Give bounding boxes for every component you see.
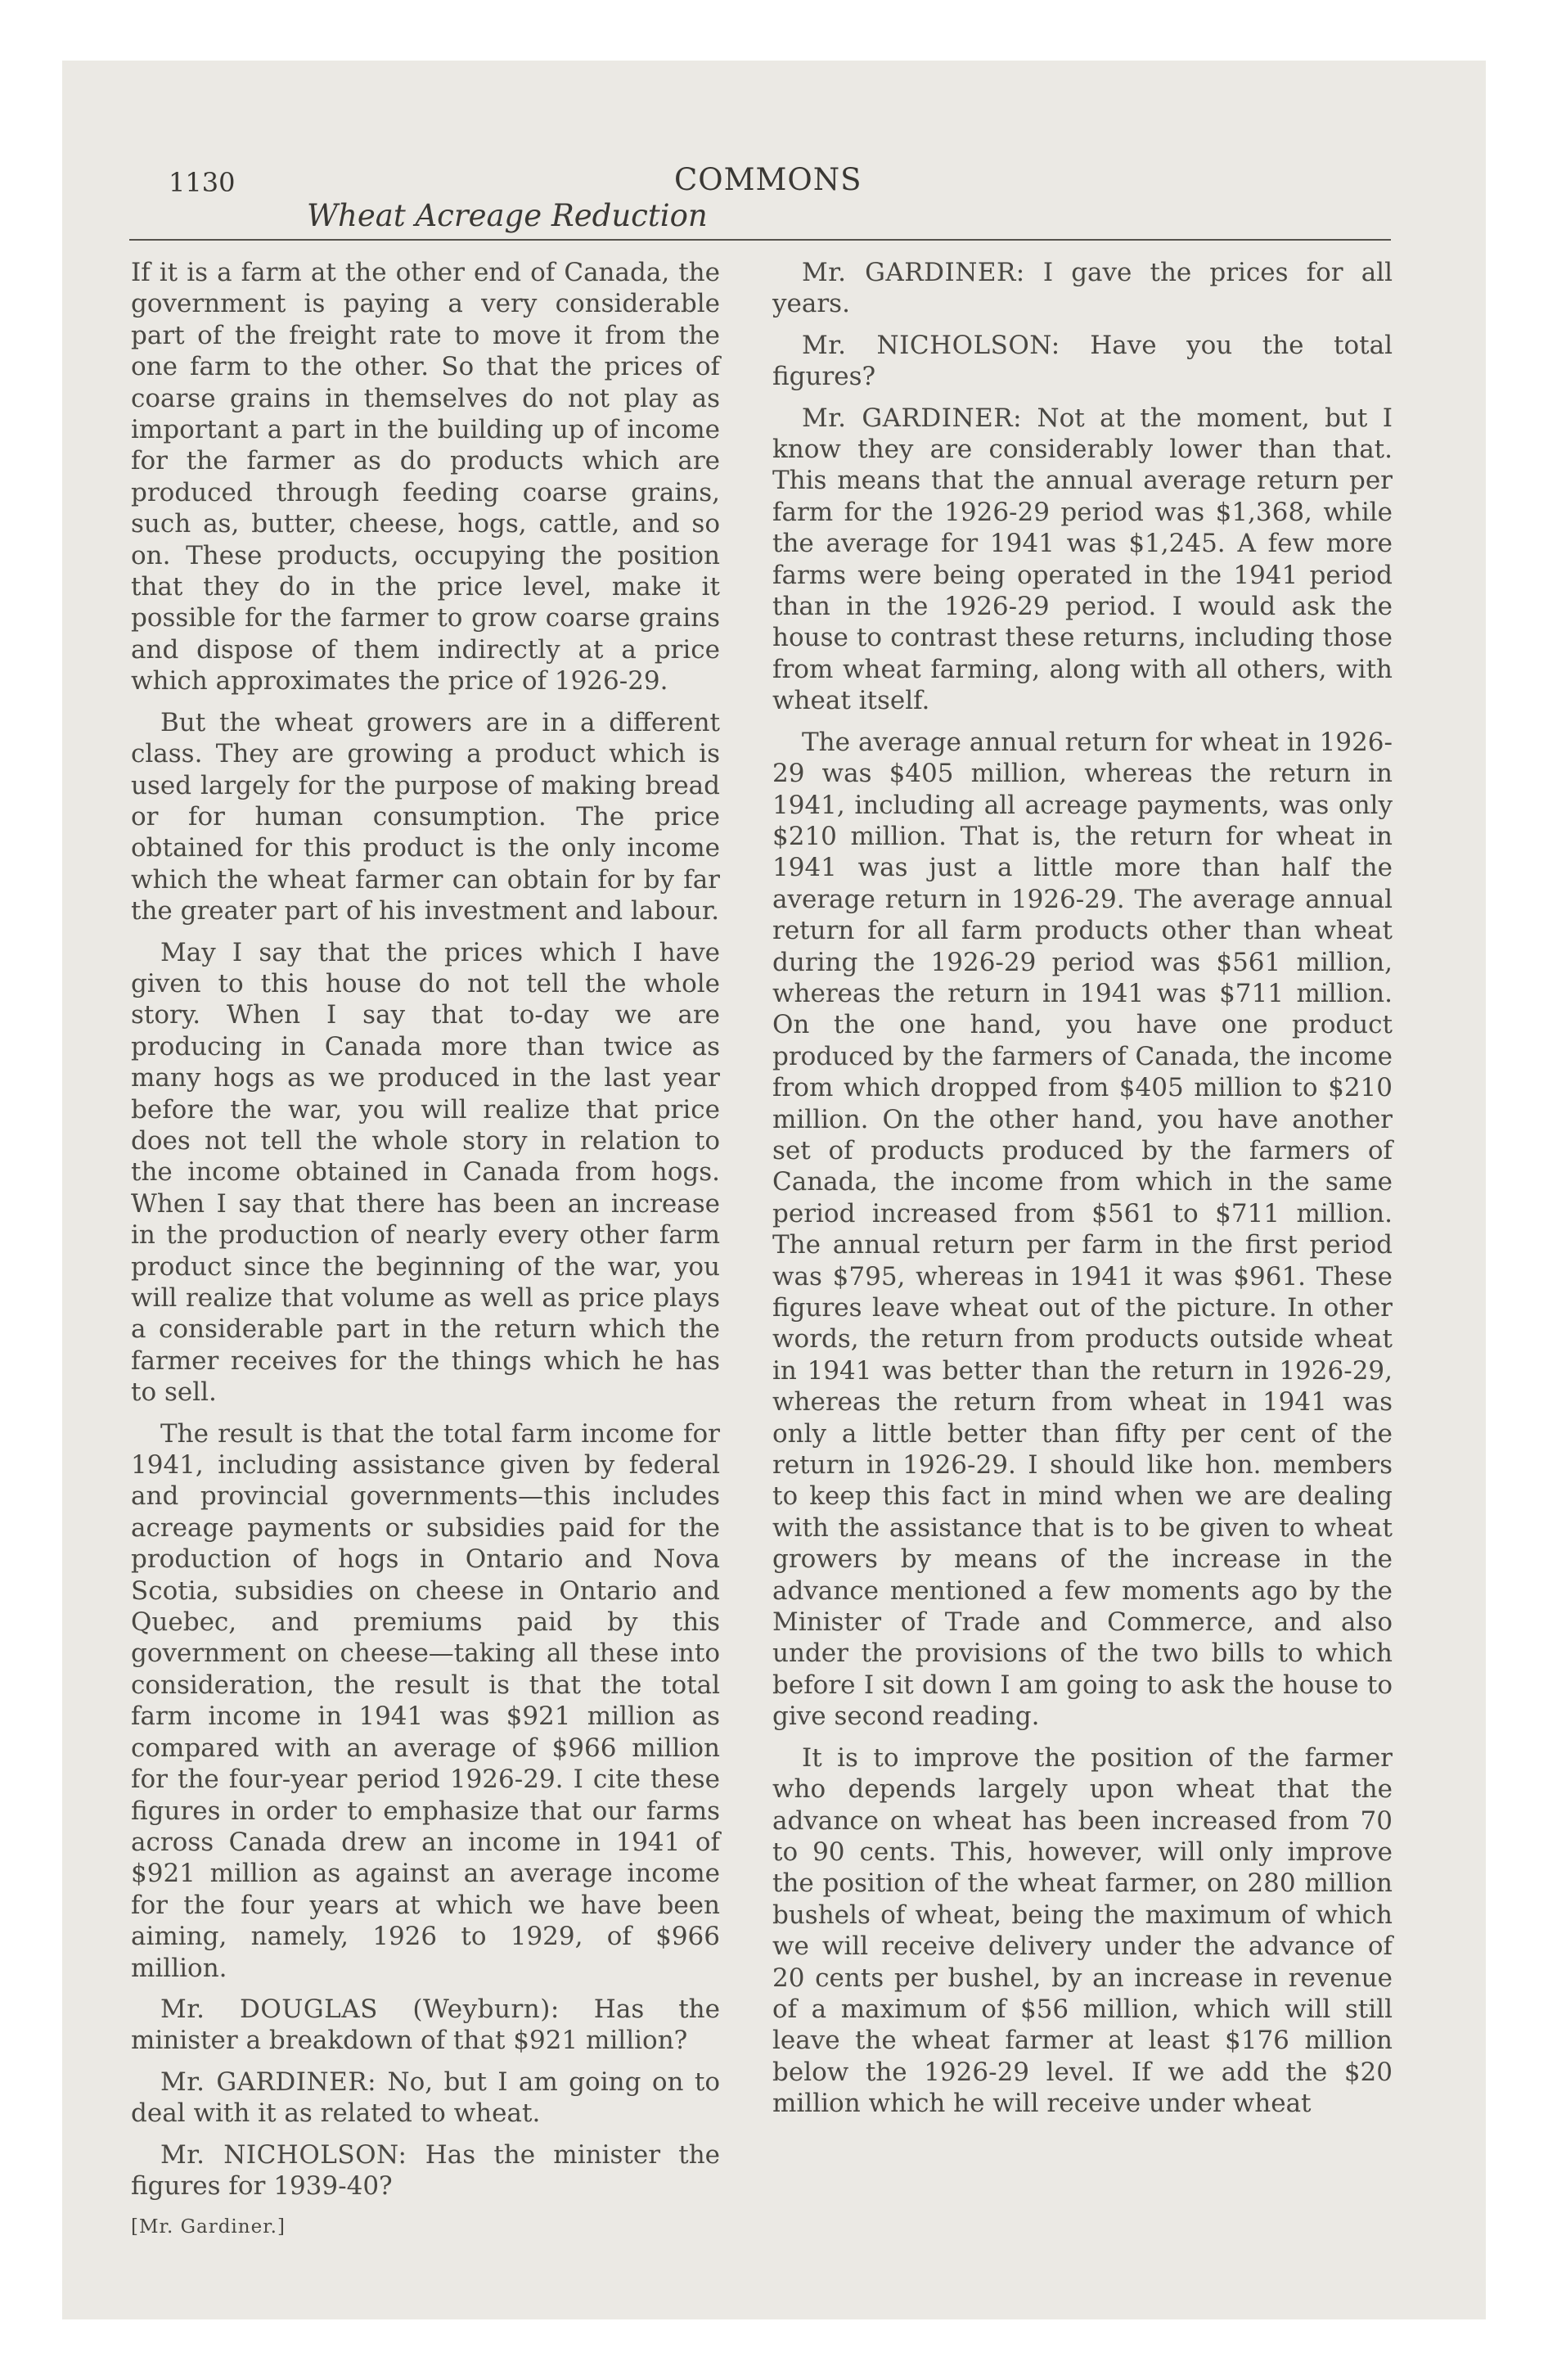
paragraph-text: It is to improve the position of the farmer who depends largely upon wheat that the advance on wheat has been increased from 70 to 90 cents. This, however, will only improve the position of the wheat farmer, on 280 million bushels of wheat, being the maximum of which we will receive delivery under the advance of 20 cents per bushel, by an increase in revenue of a maximum of $56 million, which will still leave the wheat farmer at least $176 million below the 1926-29 level. If we add the $20 million which he will receive under wheat (772, 1742, 1393, 2119)
speech-text: I gave the prices for all years. (772, 258, 1393, 319)
speech-text: Has the minister a breakdown of that $921 million? (131, 1994, 720, 2056)
chamber-name: COMMONS (674, 162, 862, 197)
speech-paragraph (772, 403, 1393, 717)
section-title: Wheat Acreage Reduction (307, 198, 708, 233)
paragraph (131, 707, 720, 927)
speaker-name: Mr. DOUGLAS (Weyburn): (160, 1994, 560, 2024)
paragraph (772, 727, 1393, 1733)
speech-text: No, but I am going on to deal with it as related to wheat. (131, 2067, 720, 2129)
paragraph (131, 257, 720, 697)
paragraph-text: May I say that the prices which I have given to this house do not tell the whole story. When I say that to-day we are producing in Canada more than twice as many hogs as we produced in the last year before the war, you will realize that price does not tell the whole story in relation to the income obtained in Canada from hogs. When I say that there has been an increase in the production of nearly every other farm product since the beginning of the war, you will realize that volume as well as price plays a considerable part in the return which the farmer receives for the things which he has to sell. (131, 937, 720, 1408)
speech-text: Have you the total figures? (772, 330, 1393, 392)
header-rule (129, 239, 1391, 241)
paragraph (772, 1742, 1393, 2120)
speech-text: Not at the moment, but I know they are considerably lower than that. This means that the annual average return per farm for the 1926-29 period was $1,368, while the average for 1941 was $1,245. A few more farms were being operated in the 1941 period than in the 1926-29 period. I would ask the house to contrast these returns, including those from wheat farming, along with all others, with wheat itself. (772, 403, 1393, 716)
left-column (131, 257, 720, 2253)
paragraph-text: The result is that the total farm income for 1941, including assistance given by federal and provincial governments—this includes acreage payments or subsidies paid for the production of hogs in Ontario and Nova Scotia, subsidies on cheese in Ontario and Quebec, and premiums paid by this government on cheese—taking all these into consideration, the result is that the total farm income in 1941 was $921 million as compared with an average of $966 million for the four-year period 1926-29. I cite these figures in order to emphasize that our farms across Canada drew an income in 1941 of $921 million as against an average income for the four years at which we have been aiming, namely, 1926 to 1929, of $966 million. (131, 1418, 720, 1983)
paragraph-text: But the wheat growers are in a different class. They are growing a product which is used largely for the purpose of making bread or for human consumption. The price obtained for this product is the only income which the wheat farmer can obtain for by far the greater part of his investment and labour. (131, 707, 720, 926)
right-column (772, 257, 1393, 2130)
speaker-name: Mr. GARDINER: (802, 258, 1025, 287)
speech-paragraph (772, 330, 1393, 393)
paragraph-text: If it is a farm at the other end of Canada, the government is paying a very considerable part of the freight rate to move it from the one farm to the other. So that the prices of coarse grains in themselves do not play as important a part in the building up of income for the farmer as do products which are produced through feeding coarse grains, such as, butter, cheese, hogs, cattle, and so on. These products, occupying the position that they do in the price level, make it possible for the farmer to grow coarse grains and dispose of them indirectly at a price which approximates the price of 1926-29. (131, 258, 720, 696)
speech-text: Has the minister the figures for 1939-40? (131, 2139, 721, 2201)
speaker-name: Mr. GARDINER: (802, 403, 1023, 433)
speech-paragraph (131, 1994, 720, 2057)
speech-paragraph (772, 257, 1393, 320)
paragraph-text: The average annual return for wheat in 1926-29 was $405 million, whereas the return in 1941, including all acreage payments, was only $210 million. That is, the return for wheat in 1941 was just a little more than half the average return in 1926-29. The average annual return for all farm products other than wheat during the 1926-29 period was $561 million, whereas the return in 1941 was $711 million. On the one hand, you have one product produced by the farmers of Canada, the income from which dropped from $405 million to $210 million. On the other hand, you have another set of products produced by the farmers of Canada, the income from which in the same period increased from $561 to $711 million. The annual return per farm in the first period was $795, whereas in 1941 it was $961. These figures leave wheat out of the picture. In other words, the return from products outside wheat in 1941 was better than the return in 1926-29, whereas the return from wheat in 1941 was only a little better than fifty per cent of the return in 1926-29. I should like hon. members to keep this fact in mind when we are dealing with the assistance that is to be given to wheat growers by means of the increase in the advance mentioned a few moments ago by the Minister of Trade and Commerce, and also under the provisions of the two bills to which before I sit down I am going to ask the house to give second reading. (772, 727, 1393, 1732)
page-header (106, 156, 1391, 246)
speaker-footer-reference: [Mr. Gardiner.] (131, 2216, 286, 2238)
paragraph (131, 937, 720, 1409)
speaker-name: Mr. GARDINER: (160, 2067, 377, 2097)
page-number: 1130 (169, 167, 236, 198)
speech-paragraph (131, 2067, 720, 2130)
speech-paragraph (131, 2139, 720, 2202)
paragraph (131, 1418, 720, 1984)
speaker-name: Mr. NICHOLSON: (802, 330, 1060, 360)
speaker-name: Mr. NICHOLSON: (160, 2139, 407, 2170)
